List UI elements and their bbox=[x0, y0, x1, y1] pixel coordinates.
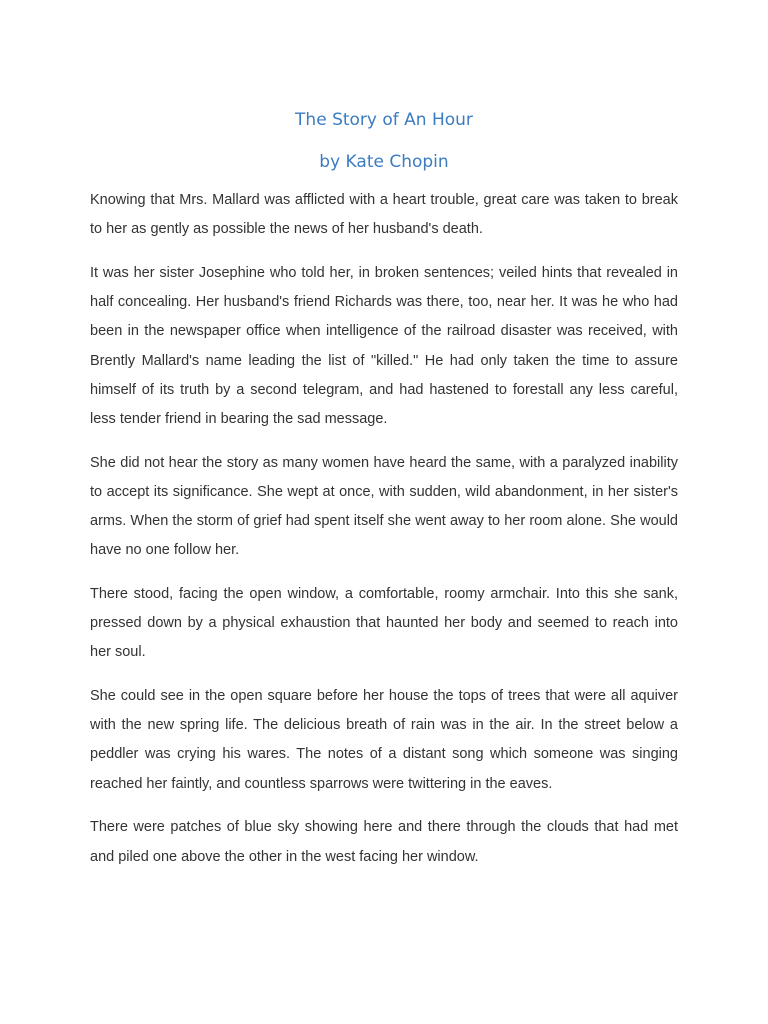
document-body bbox=[90, 186, 678, 886]
paragraph: She could see in the open square before her house the tops of trees that were all aquiver with the new spring life. The delicious breath of rain was in the air. In the street below a peddler was crying his wares. The notes of a distant song which someone was singing reached her faintly, and countless sparrows were twittering in the eaves. bbox=[90, 688, 678, 792]
document-author: by Kate Chopin bbox=[319, 152, 449, 172]
paragraph: There stood, facing the open window, a comfortable, roomy armchair. Into this she sank, pressed down by a physical exhaustion that haunted her body and seemed to reach into her soul. bbox=[90, 585, 678, 661]
paragraph: It was her sister Josephine who told her, in broken sentences; veiled hints that revealed in half concealing. Her husband's friend Richards was there, too, near her. It was he who had been in the newspaper office when intelligence of the railroad disaster was received, with Brently Mallard's name leading the list of "killed." He had only taken the time to assure himself of its truth by a second telegram, and had hastened to forestall any less careful, less tender friend in bearing the sad message. bbox=[90, 264, 678, 427]
document-title: The Story of An Hour bbox=[295, 110, 473, 130]
paragraph: Knowing that Mrs. Mallard was afflicted with a heart trouble, great care was taken to break to her as gently as possible the news of her husband's death. bbox=[90, 192, 678, 238]
paragraph: She did not hear the story as many women have heard the same, with a paralyzed inability to accept its significance. She wept at once, with sudden, wild abandonment, in her sister's arms. When the storm of grief had spent itself she went away to her room alone. She would have no one follow her. bbox=[90, 454, 678, 559]
paragraph: There were patches of blue sky showing here and there through the clouds that had met and piled one above the other in the west facing her window. bbox=[90, 819, 678, 865]
